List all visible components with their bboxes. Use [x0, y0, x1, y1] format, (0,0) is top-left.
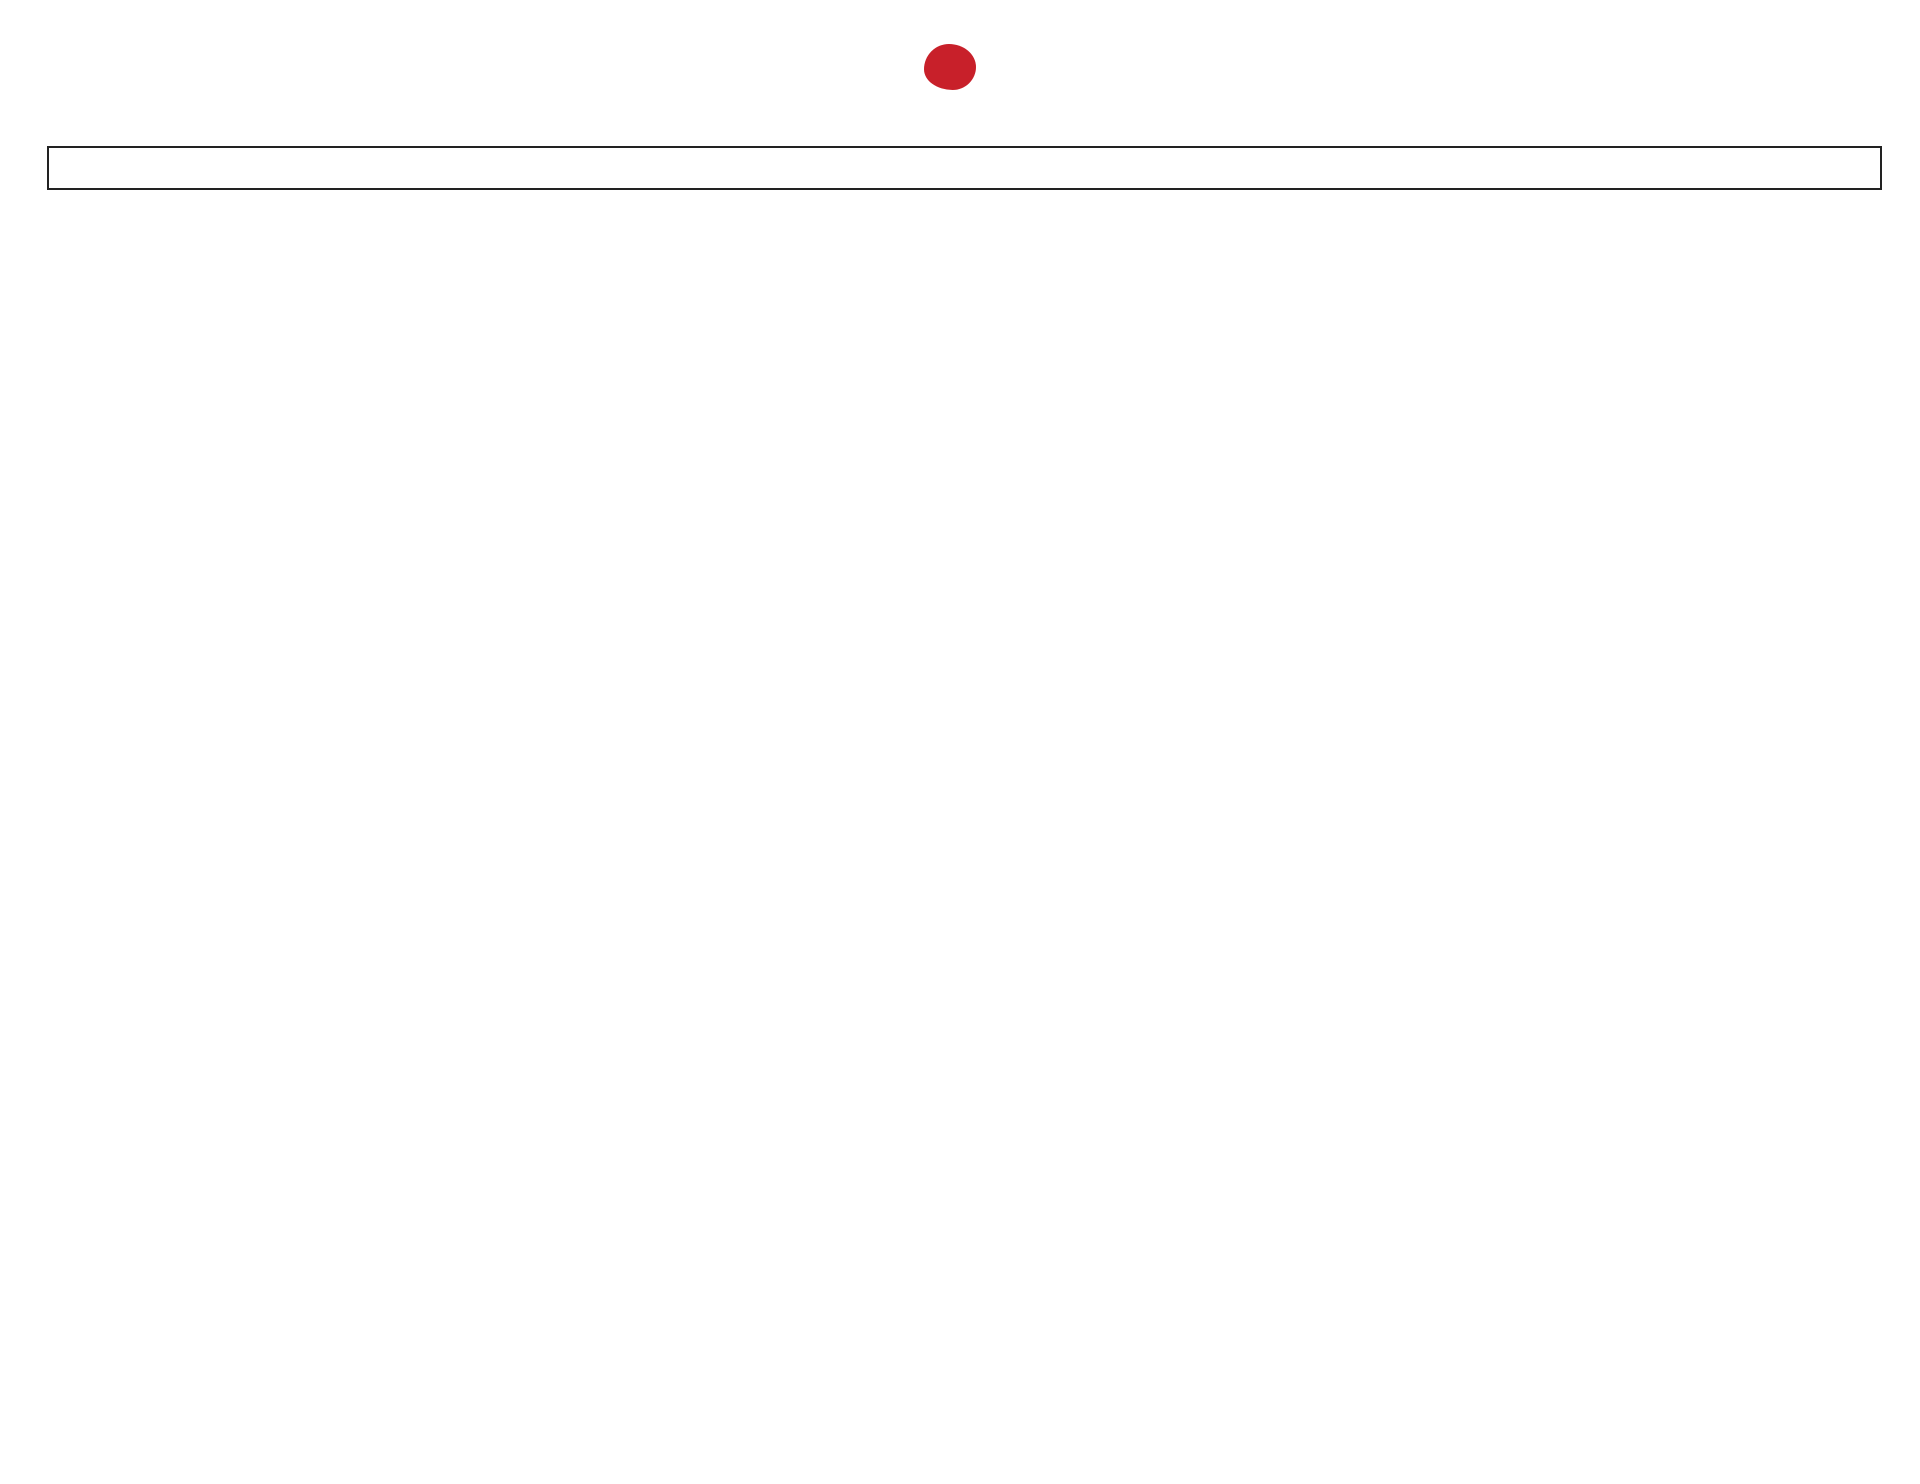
redrock-logo [852, 44, 1062, 140]
recycle-notice [48, 147, 1881, 189]
rock-icon [924, 44, 976, 90]
notice-table [47, 146, 1882, 190]
rate-sheet [47, 146, 1882, 190]
